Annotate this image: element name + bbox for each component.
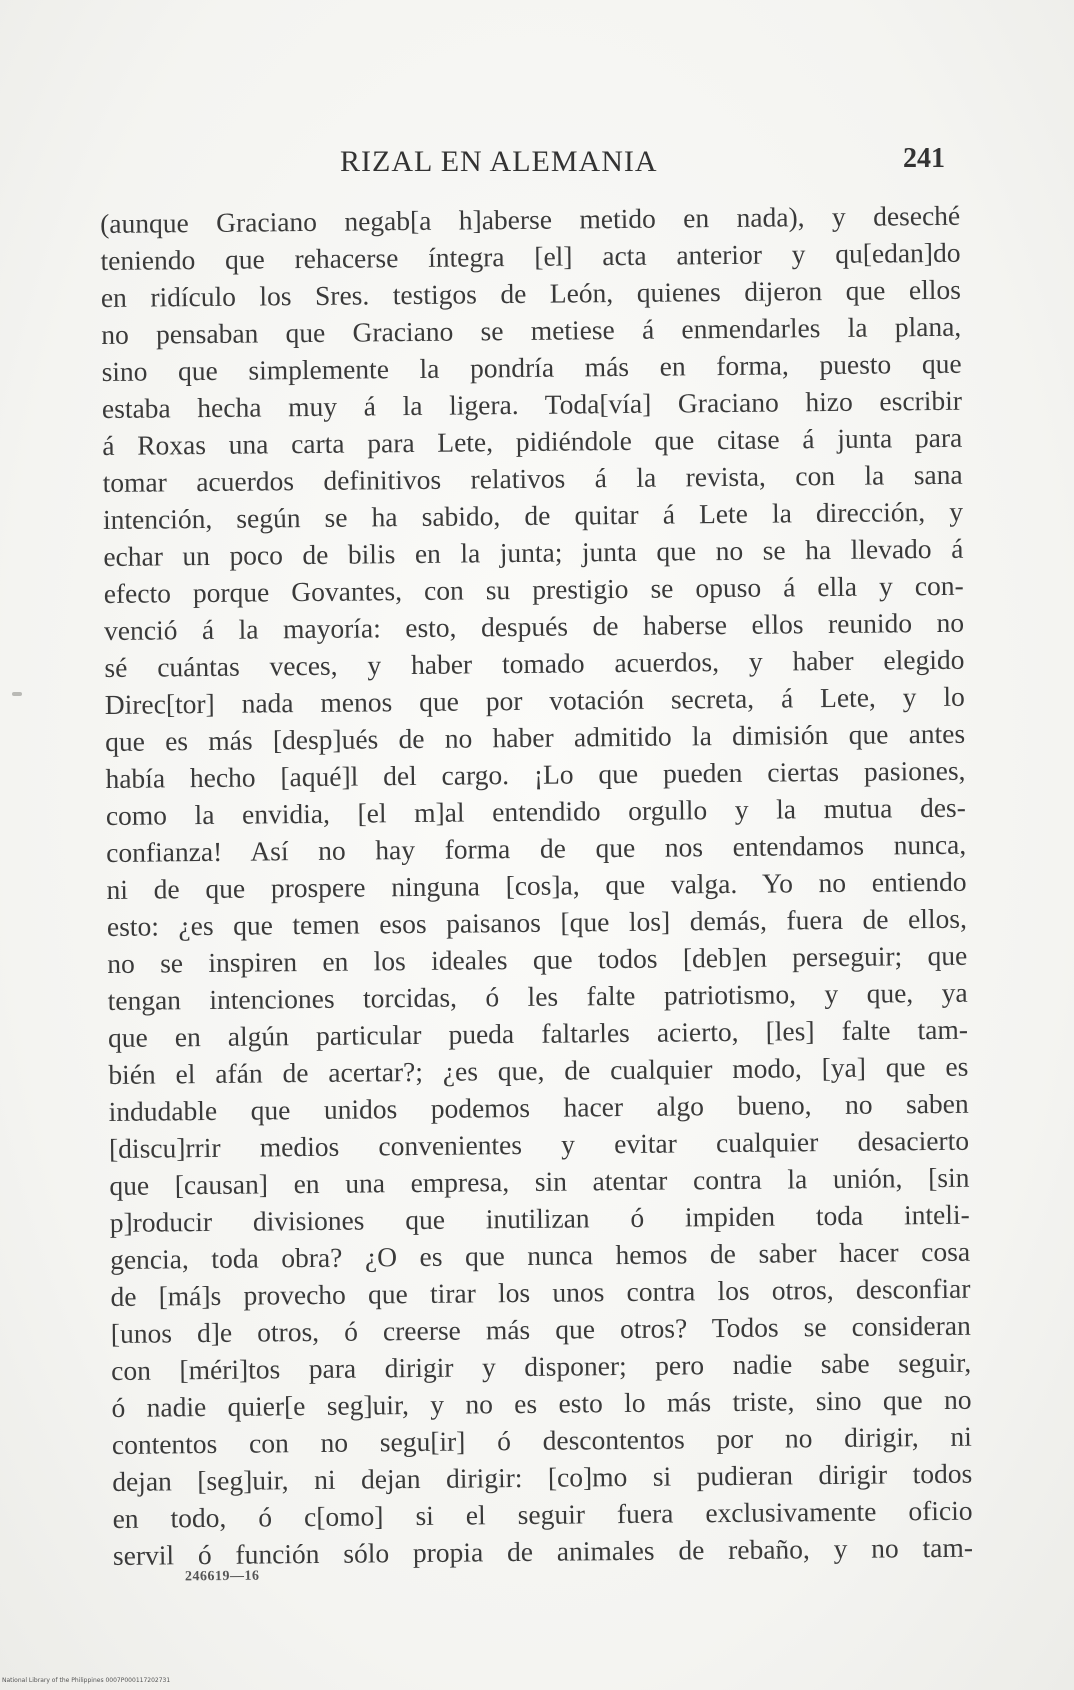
text-line: no pensaban que Graciano se metiese á enmendarles la plana, (101, 310, 962, 350)
body-text (100, 197, 973, 1574)
text-line: ó nadie quier[e seg]uir, y no es esto lo más triste, sino que no (111, 1383, 972, 1423)
text-line: indudable que unidos podemos hacer algo bueno, no saben (108, 1087, 969, 1127)
text-line: [unos d]e otros, ó creerse más que otros? Todos se consideran (110, 1309, 971, 1349)
text-line: (aunque Graciano negab[a h]aberse metido en nada), y deseché (100, 199, 961, 239)
text-line: Direc[tor] nada menos que por votación secreta, á Lete, y lo (104, 680, 965, 720)
text-line: gencia, toda obra? ¿O es que nunca hemos de saber hacer cosa (109, 1235, 971, 1275)
text-line: en todo, ó c[omo] si el seguir fuera exclusivamente oficio (112, 1494, 973, 1534)
text-line: que en algún particular pueda faltarles acierto, [les] falte tam- (107, 1013, 969, 1053)
text-line: bién el afán de acertar?; ¿es que, de cualquier modo, [ya] que es (108, 1050, 969, 1090)
text-line: [discu]rrir medios convenientes y evitar cualquier desacierto (108, 1124, 970, 1164)
text-line: que [causan] en una empresa, sin atentar contra la unión, [sin (109, 1161, 970, 1201)
text-line: estaba hecha muy á la ligera. Toda[vía] Graciano hizo escribir (101, 384, 963, 424)
text-line: tomar acuerdos definitivos relativos á la revista, con la sana (102, 458, 963, 498)
text-line: servil ó función sólo propia de animales de rebaño, y no tam- (112, 1531, 974, 1571)
scan-footer-caption: National Library of the Philippines 0007P000117202731 (2, 1677, 171, 1684)
text-line: que es más [desp]ués de no haber admitido la dimisión que antes (105, 717, 966, 757)
text-line: echar un poco de bilis en la junta; junta que no se ha llevado á (103, 532, 964, 572)
printer-signature: 246619—16 (184, 1568, 260, 1585)
page-number: 241 (903, 143, 945, 174)
text-line: venció á la mayoría: esto, después de haberse ellos reunido no (103, 606, 965, 646)
text-line: en ridículo los Sres. testigos de León, quienes dijeron que ellos (100, 273, 961, 313)
text-line: con [méri]tos para dirigir y disponer; pero nadie sabe seguir, (111, 1346, 972, 1386)
margin-speck (12, 692, 22, 696)
text-line: de [má]s provecho que tirar los unos contra los otros, desconfiar (110, 1272, 971, 1312)
text-line: confianza! Así no hay forma de que nos entendamos nunca, (106, 828, 967, 868)
text-line: como la envidia, [el m]al entendido orgullo y la mutua des- (105, 791, 966, 831)
text-line: tengan intenciones torcidas, ó les falte patriotismo, y que, ya (107, 976, 968, 1016)
text-line: ni de que prospere ninguna [cos]a, que valga. Yo no entiendo (106, 865, 967, 905)
text-line: dejan [seg]uir, ni dejan dirigir: [co]mo si pudieran dirigir todos (112, 1457, 973, 1497)
text-line: efecto porque Govantes, con su prestigio se opuso á ella y con- (103, 569, 964, 609)
text-line: p]roducir divisiones que inutilizan ó impiden toda inteli- (109, 1198, 970, 1238)
text-line: á Roxas una carta para Lete, pidiéndole que citase á junta para (102, 421, 963, 461)
text-line: contentos con no segu[ir] ó descontentos por no dirigir, ni (111, 1420, 973, 1460)
text-line: sino que simplemente la pondría más en forma, puesto que (101, 347, 962, 387)
text-line: había hecho [aqué]l del cargo. ¡Lo que pueden ciertas pasiones, (105, 754, 966, 794)
text-line: sé cuántas veces, y haber tomado acuerdos, y haber elegido (104, 643, 965, 683)
text-line: teniendo que rehacerse íntegra [el] acta anterior y qu[edan]do (100, 236, 961, 276)
text-line: no se inspiren en los ideales que todos [deb]en perseguir; que (107, 939, 968, 979)
running-head-title: RIZAL EN ALEMANIA (340, 145, 658, 178)
text-line: intención, según se ha sabido, de quitar á Lete la dirección, y (102, 495, 964, 535)
text-line: esto: ¿es que temen esos paisanos [que los] demás, fuera de ellos, (106, 902, 968, 942)
